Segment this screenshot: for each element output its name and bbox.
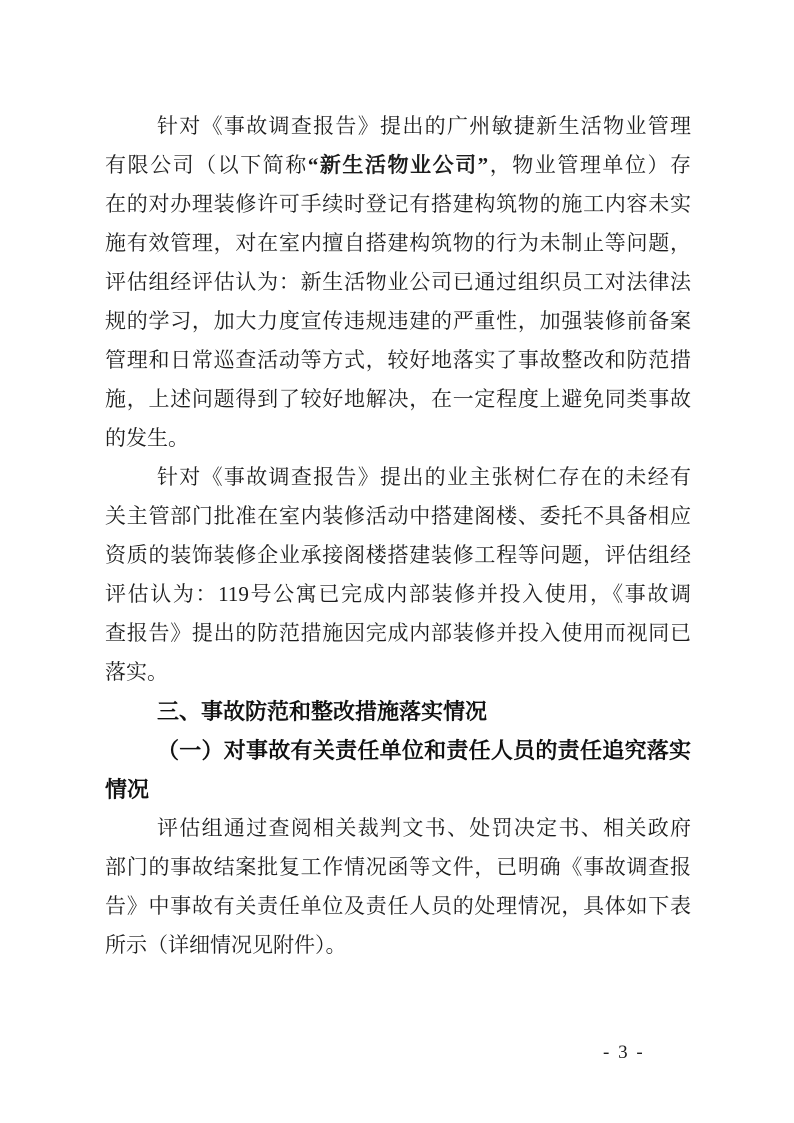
text-line xyxy=(105,497,691,536)
text-line xyxy=(105,848,691,887)
text-line xyxy=(105,809,691,848)
text-line xyxy=(105,770,691,809)
text-run: 规的学习，加大力度宣传违规违建的严重性，加强装修前备案 xyxy=(105,309,691,333)
text-line xyxy=(105,653,691,692)
text-line xyxy=(105,341,691,380)
text-run: 针对《事故调查报告》提出的业主张树仁存在的未经有 xyxy=(157,465,691,489)
text-block xyxy=(105,107,691,965)
text-line xyxy=(105,224,691,263)
text-run: 的发生。 xyxy=(105,426,189,450)
text-run: 在的对办理装修许可手续时登记有搭建构筑物的施工内容未实 xyxy=(105,192,691,216)
text-line xyxy=(105,614,691,653)
bold-text-run: “新生活物业公司” xyxy=(307,153,489,177)
text-run: 有限公司（以下简称 xyxy=(105,153,308,177)
text-run: 所示（详细情况见附件）。 xyxy=(105,933,347,957)
text-run: 情况 xyxy=(105,777,150,802)
text-run: 针对《事故调查报告》提出的广州敏捷新生活物业管理 xyxy=(157,114,691,138)
text-line xyxy=(105,692,691,731)
text-line xyxy=(105,419,691,458)
text-run: 告》中事故有关责任单位及责任人员的处理情况，具体如下表 xyxy=(105,894,691,918)
text-run: 评估组通过查阅相关裁判文书、处罚决定书、相关政府 xyxy=(157,816,691,840)
text-line xyxy=(105,185,691,224)
text-line xyxy=(105,926,691,965)
page-number: - 3 - xyxy=(603,1042,645,1063)
text-line xyxy=(105,146,691,185)
text-run: 评估认为：119号公寓已完成内部装修并投入使用，《事故调 xyxy=(105,582,691,606)
text-run: 查报告》提出的防范措施因完成内部装修并投入使用而视同已 xyxy=(105,621,691,645)
text-run: 三、事故防范和整改措施落实情况 xyxy=(157,699,488,724)
text-line xyxy=(105,107,691,146)
text-line xyxy=(105,575,691,614)
text-run: 落实。 xyxy=(105,660,168,684)
text-run: （一）对事故有关责任单位和责任人员的责任追究落实 xyxy=(157,738,691,763)
text-run: 评估组经评估认为：新生活物业公司已通过组织员工对法律法 xyxy=(105,270,691,294)
text-run: ，物业管理单位）存 xyxy=(488,153,691,177)
text-line xyxy=(105,536,691,575)
text-run: 管理和日常巡查活动等方式，较好地落实了事故整改和防范措 xyxy=(105,348,691,372)
text-line xyxy=(105,380,691,419)
text-run: 施有效管理，对在室内擅自搭建构筑物的行为未制止等问题， xyxy=(105,231,691,255)
text-line xyxy=(105,458,691,497)
text-line xyxy=(105,263,691,302)
text-run: 关主管部门批准在室内装修活动中搭建阁楼、委托不具备相应 xyxy=(105,504,691,528)
text-line xyxy=(105,887,691,926)
text-run: 资质的装饰装修企业承接阁楼搭建装修工程等问题，评估组经 xyxy=(105,543,691,567)
text-run: 部门的事故结案批复工作情况函等文件，已明确《事故调查报 xyxy=(105,855,691,879)
text-line xyxy=(105,302,691,341)
text-line xyxy=(105,731,691,770)
text-run: 施，上述问题得到了较好地解决，在一定程度上避免同类事故 xyxy=(105,387,691,411)
